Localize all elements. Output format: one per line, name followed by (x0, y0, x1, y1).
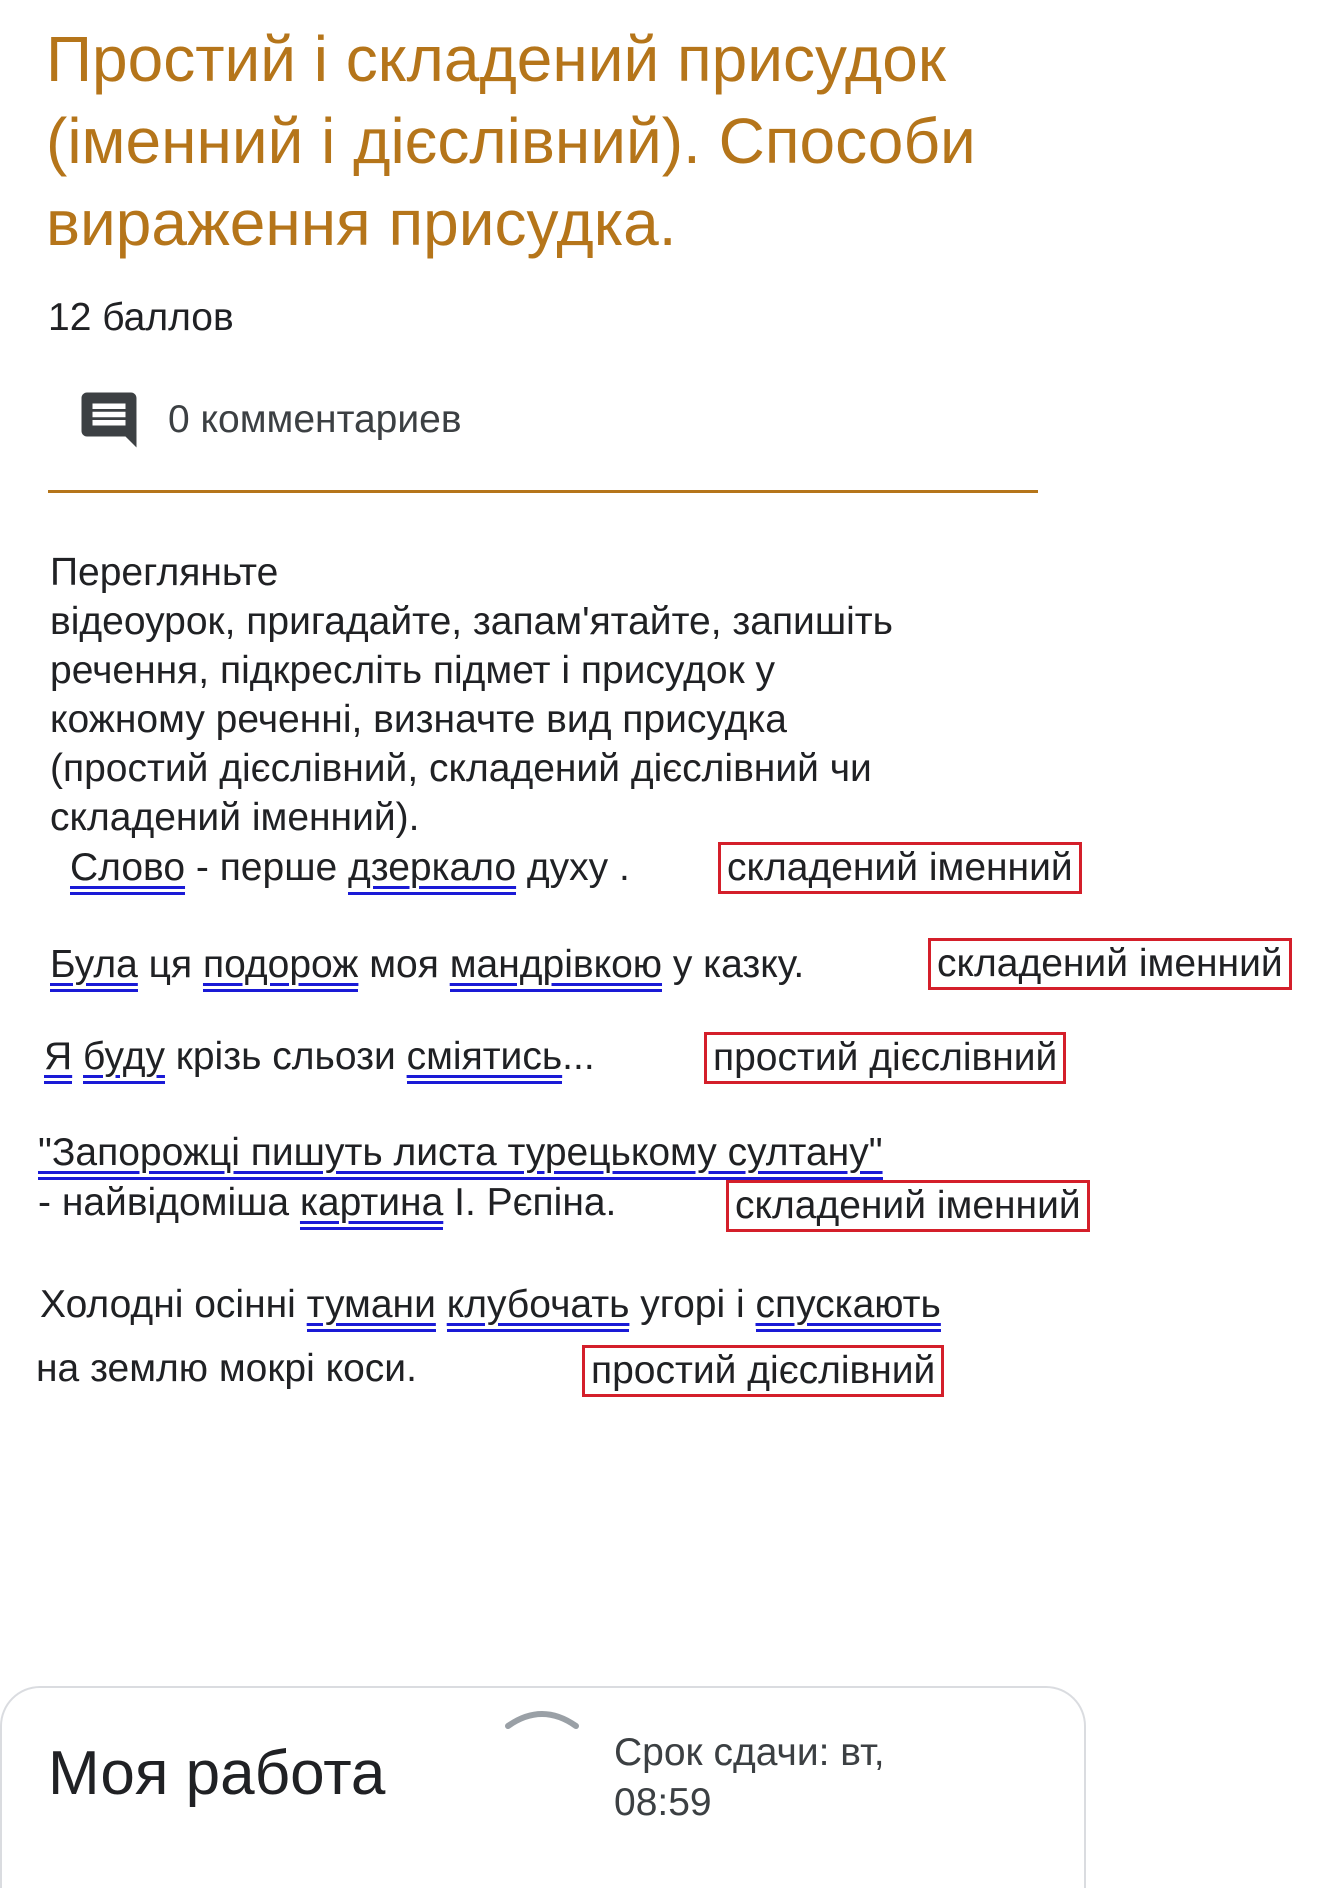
instructions-line: Перегляньте (50, 551, 279, 594)
predicate-word: дзеркало (348, 846, 516, 895)
predicate-word: мандрівкою (450, 943, 662, 992)
subject-word: Слово (70, 846, 185, 895)
sentence-5-line-1 (40, 1280, 941, 1330)
instructions-line: (простий дієслівний, складений дієслівний чи (50, 747, 872, 790)
predicate-type-tag: складений іменний (928, 938, 1292, 990)
instructions-text (50, 548, 893, 842)
divider (48, 490, 1038, 493)
sentence-text: угорі і (629, 1283, 756, 1326)
instructions-line: відеоурок, пригадайте, запам'ятайте, запишіть (50, 600, 893, 643)
sentence-text: І. Рєпіна. (443, 1181, 617, 1224)
predicate-word: сміятись (407, 1035, 563, 1084)
sentence-text: ця (137, 943, 203, 986)
sentence-4-line-2 (38, 1178, 616, 1228)
predicate-type-tag: простий дієслівний (704, 1032, 1066, 1084)
assignment-title (46, 18, 1046, 264)
sentence-text: духу . (516, 846, 630, 889)
assignment-title-line: (іменний і дієслівний). Способи (46, 105, 976, 177)
predicate-word: спускають (756, 1283, 941, 1332)
chevron-up-icon[interactable] (504, 1704, 580, 1730)
sentence-text: у казку. (662, 943, 805, 986)
sentence-1 (70, 843, 630, 893)
sentence-text: - перше (185, 846, 349, 889)
sentence-text: моя (358, 943, 450, 986)
points-label: 12 баллов (48, 296, 234, 339)
comments-count: 0 комментариев (168, 398, 462, 441)
my-work-title: Моя работа (48, 1739, 386, 1808)
predicate-type-tag: простий дієслівний (582, 1345, 944, 1397)
comments-button[interactable] (76, 385, 462, 455)
sentence-text (72, 1035, 83, 1078)
subject-word: подорож (203, 943, 358, 992)
sentence-text: ... (562, 1035, 595, 1078)
predicate-word: клубочать (447, 1283, 630, 1332)
predicate-word: картина (300, 1181, 443, 1230)
predicate-word: Була (50, 943, 138, 992)
sentence-text: Холодні осінні (40, 1283, 307, 1326)
sentence-4-line-1 (38, 1128, 883, 1178)
predicate-type-tag: складений іменний (718, 842, 1082, 894)
predicate-word: буду (83, 1035, 165, 1084)
assignment-title-line: вираження присудка. (46, 187, 677, 259)
subject-word: тумани (307, 1283, 436, 1332)
instructions-line: речення, підкресліть підмет і присудок у (50, 649, 775, 692)
due-date (614, 1728, 974, 1828)
assignment-title-line: Простий і складений присудок (46, 23, 946, 95)
comment-icon (76, 387, 142, 453)
sentence-3 (44, 1032, 595, 1082)
subject-phrase: "Запорожці пишуть листа турецькому султану" (38, 1131, 883, 1180)
sentence-2 (50, 940, 804, 990)
instructions-line: складений іменний). (50, 796, 420, 839)
sentence-5-line-2: на землю мокрі коси. (36, 1347, 417, 1390)
due-date-line: Срок сдачи: вт, (614, 1731, 885, 1774)
due-date-line: 08:59 (614, 1781, 712, 1824)
instructions-line: кожному реченні, визначте вид присудка (50, 698, 787, 741)
sentence-text: - найвідоміша (38, 1181, 300, 1224)
sentence-text: крізь сльози (164, 1035, 407, 1078)
sentence-text (436, 1283, 447, 1326)
subject-word: Я (44, 1035, 72, 1084)
predicate-type-tag: складений іменний (726, 1180, 1090, 1232)
